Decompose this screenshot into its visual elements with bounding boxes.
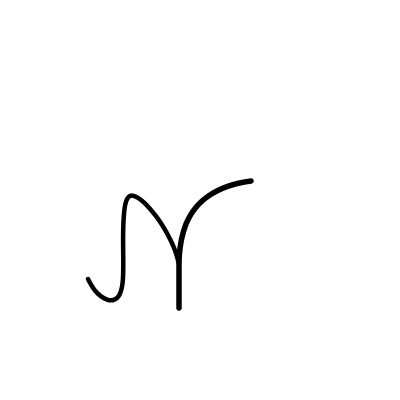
- glyph-stroke-1: [88, 196, 179, 301]
- glyph-stroke-2: [179, 181, 251, 308]
